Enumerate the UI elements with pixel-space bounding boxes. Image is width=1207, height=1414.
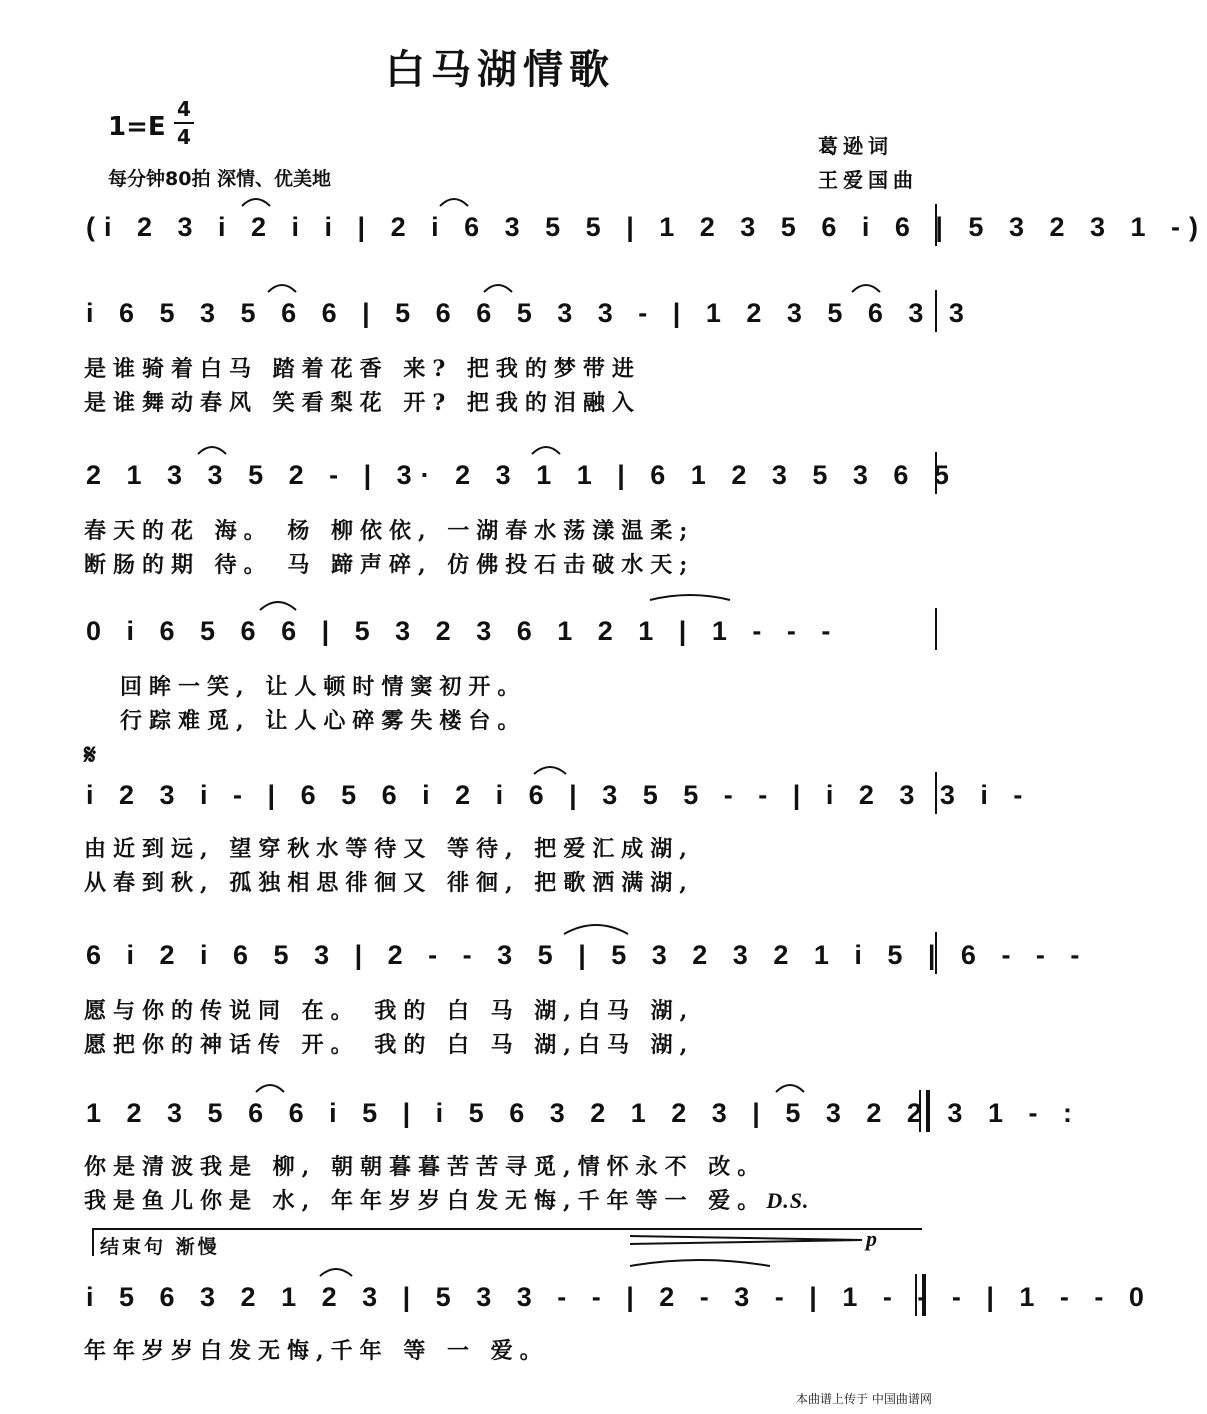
page-title: 白马湖情歌: [385, 47, 615, 93]
lyrics-text: 我是鱼儿你是 水, 年年岁岁白发无悔,千年等一 爱。: [84, 1188, 767, 1214]
segno-sign: 𝄋: [84, 738, 97, 771]
notes-line: i 2 3 i - | 6 5 6 i 2 i 6 | 3 5 5 - - | i 2 3 3 i -: [86, 780, 1032, 810]
lyrics-verse-1: 年年岁岁白发无悔,千年 等 一 爱。: [84, 1338, 549, 1364]
composer-credit: 王爱国曲: [818, 168, 918, 192]
notes-line: 1 2 3 5 6 6 i 5 | i 5 6 3 2 1 2 3 | 5 3 2 2 3 1 - :: [86, 1098, 1081, 1128]
lyrics-verse-2: 断肠的期 待。 马 蹄声碎, 仿佛投石击破水天;: [84, 552, 695, 578]
lyrics-verse-1: 愿与你的传说同 在。 我的 白 马 湖,白马 湖,: [84, 998, 695, 1024]
notes-line: 6 i 2 i 6 5 3 | 2 - - 3 5 | 5 3 2 3 2 1 i 5 | 6 - - -: [86, 940, 1089, 970]
notes-line: 0 i 6 5 6 6 | 5 3 2 3 6 1 2 1 | 1 - - -: [86, 616, 840, 646]
lyrics-verse-1: 你是清波我是 柳, 朝朝暮暮苦苦寻觅,情怀永不 改。: [84, 1154, 767, 1180]
lyrics-verse-2: 从春到秋, 孤独相思徘徊又 徘徊, 把歌洒满湖,: [84, 870, 694, 896]
tie: [776, 1085, 804, 1092]
lyrics-verse-1: 是谁骑着白马 踏着花香 来? 把我的梦带进: [84, 356, 641, 382]
lyrics-verse-2: 是谁舞动春风 笑看梨花 开? 把我的泪融入: [84, 390, 641, 416]
notes-line: i 5 6 3 2 1 2 3 | 5 3 3 - - | 2 - 3 - | 1 - - - | 1 - - 0: [86, 1282, 1153, 1312]
tie: [852, 285, 880, 292]
ending-label: 结束句 渐慢: [100, 1236, 220, 1258]
notes-line: (i 2 3 i 2 i i | 2 i 6 3 5 5 | 1 2 3 5 6 i 6 | 5 3 2 3 1 -): [86, 212, 1207, 242]
time-sig-bottom: 4: [177, 125, 191, 149]
tie: [320, 1269, 352, 1276]
key-signature: 1=E: [108, 112, 166, 142]
tie: [534, 767, 566, 774]
tempo-marking: 每分钟80拍 深情、优美地: [108, 168, 332, 190]
ds-marking: D.S.: [766, 1188, 810, 1213]
tie: [630, 1260, 770, 1266]
notes-line: 2 1 3 3 5 2 - | 3· 2 3 1 1 | 6 1 2 3 5 3 6 5: [86, 460, 958, 490]
tie: [484, 285, 512, 292]
tie: [564, 925, 628, 934]
lyrics-verse-2: 愿把你的神话传 开。 我的 白 马 湖,白马 湖,: [84, 1032, 695, 1058]
notes-line: i 6 5 3 5 6 6 | 5 6 6 5 3 3 - | 1 2 3 5 6 3 3: [86, 298, 973, 328]
lyrics-verse-1: 由近到远, 望穿秋水等待又 等待, 把爱汇成湖,: [84, 836, 694, 862]
time-sig-top: 4: [177, 97, 191, 121]
tie: [242, 199, 270, 206]
tie: [440, 199, 468, 206]
hairpin-lower: [630, 1240, 862, 1244]
lyrics-verse-1: 春天的花 海。 杨 柳依依, 一湖春水荡漾温柔;: [84, 518, 695, 544]
footer-credit: 本曲谱上传于 中国曲谱网: [796, 1392, 932, 1406]
tie: [198, 447, 226, 454]
tie: [650, 595, 730, 600]
lyrics-verse-1: 回眸一笑, 让人顿时情窦初开。: [120, 674, 527, 700]
tie: [256, 1085, 284, 1092]
hairpin-upper: [630, 1236, 862, 1240]
tie: [532, 447, 560, 454]
dynamic-marking: p: [866, 1226, 877, 1251]
tie: [268, 285, 296, 292]
tie: [260, 602, 296, 610]
lyrics-verse-2: 行踪难觅, 让人心碎雾失楼台。: [120, 708, 527, 734]
lyricist-credit: 葛逊词: [818, 134, 893, 158]
